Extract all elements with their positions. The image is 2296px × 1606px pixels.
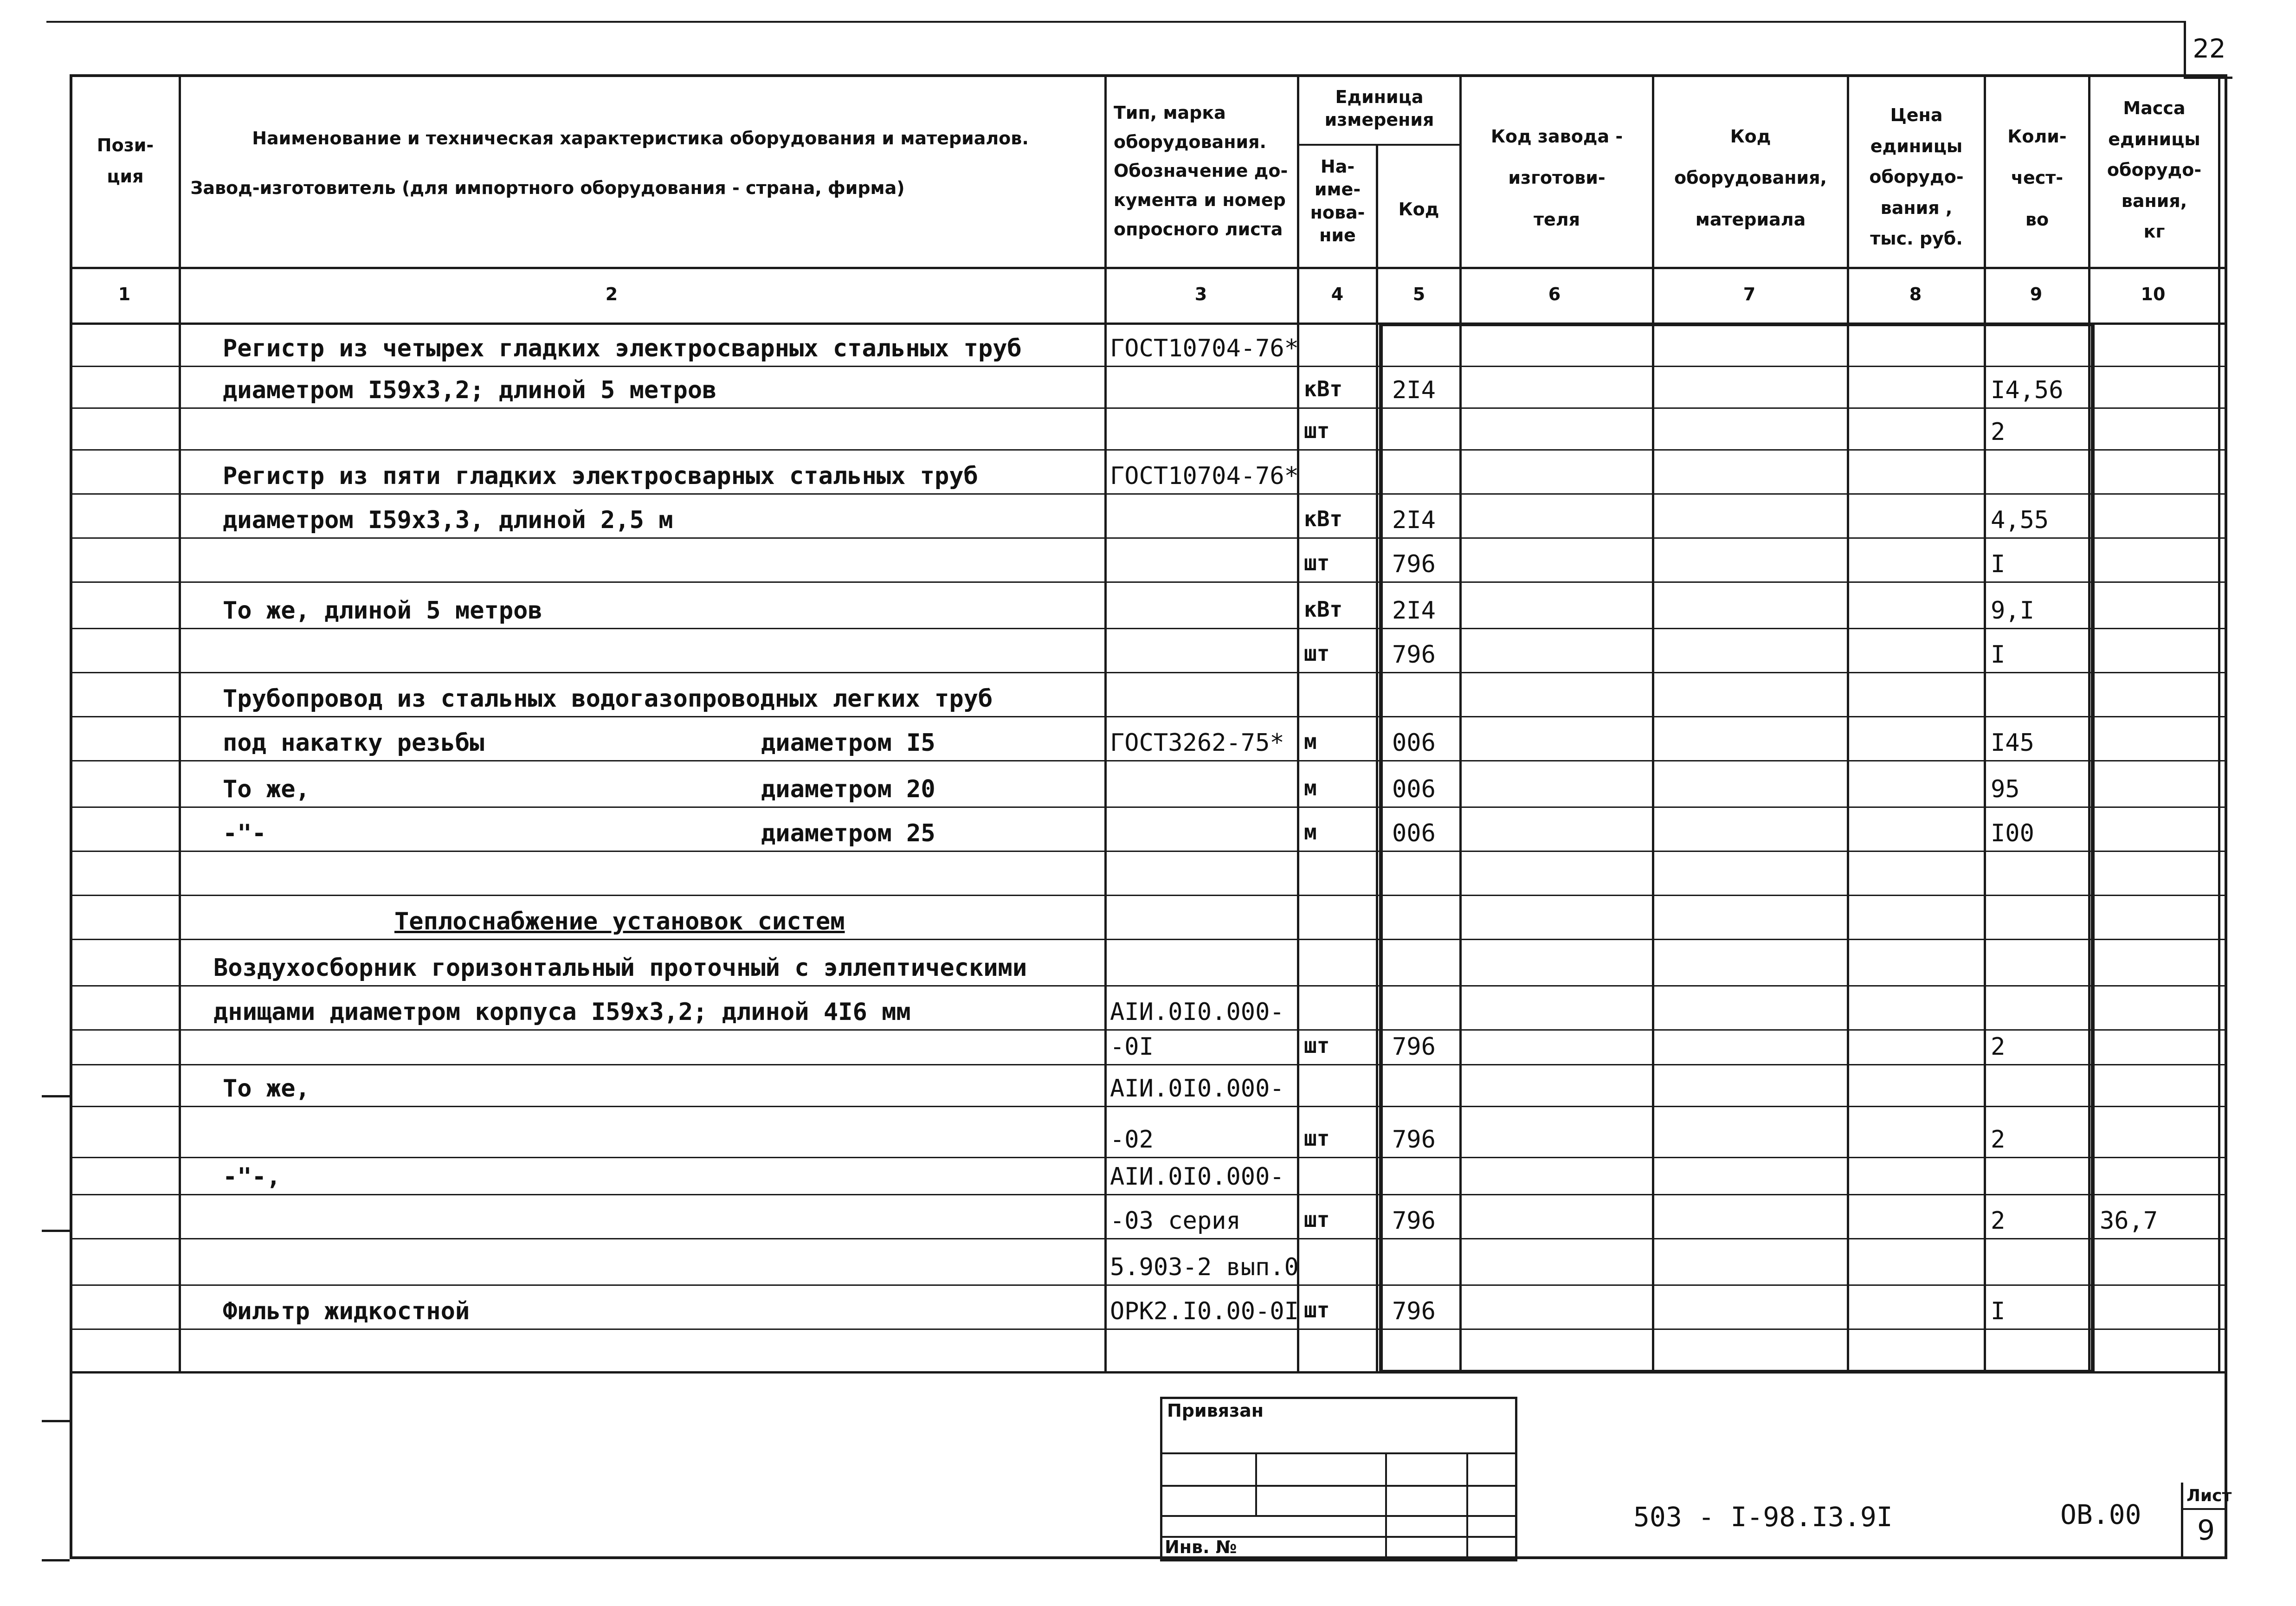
row-name: Фильтр жидкостной xyxy=(223,1297,470,1325)
col-divider xyxy=(1376,144,1378,1374)
row-code: 796 xyxy=(1392,1126,1436,1154)
sheet-box-line xyxy=(2181,1508,2227,1510)
row-doc: ГОСТ3262-75* xyxy=(1110,729,1284,757)
col-divider xyxy=(1297,74,1299,1374)
stamp-bound-label: Привязан xyxy=(1167,1400,1264,1421)
row-separator xyxy=(70,760,2227,761)
row-separator xyxy=(70,895,2227,896)
row-unit: шт xyxy=(1304,1126,1330,1151)
hdr-position: Пози- ция xyxy=(97,135,154,187)
row-name: диаметром I59x3,3, длиной 2,5 м xyxy=(223,506,673,534)
row-qty: 2 xyxy=(1991,1033,2006,1061)
row-name: диаметром I59x3,2; длиной 5 метров xyxy=(223,376,717,404)
row-separator xyxy=(70,806,2227,808)
colnum-5: 5 xyxy=(1412,284,1425,304)
sheet-number: 9 xyxy=(2197,1514,2215,1547)
row-unit: шт xyxy=(1304,1207,1330,1232)
row-separator xyxy=(70,493,2227,495)
page-number: 22 xyxy=(2193,34,2226,64)
row-separator xyxy=(70,1238,2227,1239)
row-name: То же, длиной 5 метров xyxy=(223,597,542,625)
row-separator xyxy=(70,1064,2227,1065)
row-separator xyxy=(70,537,2227,539)
row-unit: кВт xyxy=(1304,376,1343,401)
colnum-3: 3 xyxy=(1194,284,1207,304)
row-name: То же, xyxy=(223,1075,310,1103)
row-unit: шт xyxy=(1304,550,1330,575)
thick-divider xyxy=(1379,322,1383,1374)
row-code: 796 xyxy=(1392,1033,1436,1061)
colnum-4: 4 xyxy=(1331,284,1344,304)
stamp-line xyxy=(1160,1485,1517,1487)
row-name: То же, xyxy=(223,775,310,803)
row-separator xyxy=(70,366,2227,367)
row-name: Воздухосборник горизонтальный проточный с эллептическими xyxy=(213,954,1027,982)
colnum-6: 6 xyxy=(1548,284,1561,304)
row-doc: ГОСТ10704-76* xyxy=(1110,335,1299,362)
row-name: Регистр из четырех гладких электросварных стальных труб xyxy=(223,335,1022,362)
row-unit: м xyxy=(1304,729,1317,754)
margin-mark xyxy=(42,1230,70,1232)
stamp-line xyxy=(1255,1452,1257,1515)
drawing-mark: ОВ.00 xyxy=(2060,1499,2141,1530)
row-unit: кВт xyxy=(1304,506,1343,531)
hdr-factory-code: Код завода - изготови- теля xyxy=(1490,126,1623,230)
row-name: Регистр из пяти гладких электросварных стальных труб xyxy=(223,462,978,490)
row-unit: м xyxy=(1304,775,1317,800)
row-separator xyxy=(70,581,2227,583)
row-unit: шт xyxy=(1304,641,1330,666)
row-separator xyxy=(70,1284,2227,1286)
row-doc: -0I xyxy=(1110,1033,1154,1061)
row-separator xyxy=(70,1194,2227,1195)
top-border-line xyxy=(46,21,2184,23)
unit-group-line xyxy=(1297,144,1462,146)
row-doc: -03 серия xyxy=(1110,1207,1241,1235)
hdr-unit-code: Код xyxy=(1398,199,1439,219)
row-qty: I xyxy=(1991,550,2006,578)
page-number-box xyxy=(2184,21,2232,79)
row-separator xyxy=(70,985,2227,987)
row-code: 006 xyxy=(1392,819,1436,847)
stamp-inv-label: Инв. № xyxy=(1165,1537,1237,1557)
hdr-name-2: Завод-изготовитель (для импортного оборудования - страна, фирма) xyxy=(190,178,905,198)
col-divider xyxy=(1459,74,1462,1374)
row-unit: шт xyxy=(1304,418,1330,443)
hdr-name-1: Наименование и техническая характеристика оборудования и материалов. xyxy=(252,128,1029,148)
row-doc: ГОСТ10704-76* xyxy=(1110,462,1299,490)
stamp-line xyxy=(1466,1452,1468,1559)
row-unit: м xyxy=(1304,819,1317,845)
col-divider xyxy=(1984,74,1986,1374)
row-separator xyxy=(70,1157,2227,1158)
row-code: 006 xyxy=(1392,729,1436,757)
hdr-quantity: Коли- чест- во xyxy=(2007,126,2067,230)
col-divider xyxy=(2088,74,2090,1374)
sheet-label: Лист xyxy=(2186,1486,2232,1505)
row-name: под накатку резьбы xyxy=(223,729,484,757)
row-name: -"-, xyxy=(223,1163,281,1191)
colnum-1: 1 xyxy=(118,284,131,304)
row-qty: I xyxy=(1991,641,2006,669)
colnum-7: 7 xyxy=(1743,284,1756,304)
row-separator xyxy=(70,628,2227,629)
table-bottom-line xyxy=(70,1371,2227,1374)
row-separator xyxy=(70,851,2227,852)
row-name-diameter: диаметром I5 xyxy=(761,729,935,757)
row-doc: -02 xyxy=(1110,1126,1154,1154)
row-name: Трубопровод из стальных водогазопроводных легких труб xyxy=(223,685,993,713)
hdr-unit-name: На- име- нова- ние xyxy=(1310,156,1365,246)
margin-mark xyxy=(42,1420,70,1422)
hdr-unit-group: Единица измерения xyxy=(1324,87,1434,130)
row-name: днищами диаметром корпуса I59x3,2; длиной 4I6 мм xyxy=(213,998,911,1026)
stamp-line xyxy=(1385,1452,1387,1559)
row-name: Теплоснабжение установок систем xyxy=(394,908,845,935)
colnum-9: 9 xyxy=(2030,284,2043,304)
row-unit: шт xyxy=(1304,1297,1330,1322)
row-qty: 2 xyxy=(1991,1126,2006,1154)
colnum-8: 8 xyxy=(1909,284,1922,304)
row-qty: I00 xyxy=(1991,819,2034,847)
row-separator xyxy=(70,1029,2227,1031)
col-divider xyxy=(1104,74,1107,1374)
row-qty: I xyxy=(1991,1297,2006,1325)
row-separator xyxy=(70,1329,2227,1330)
colnum-bottom-line xyxy=(70,322,2227,325)
row-separator xyxy=(70,1106,2227,1107)
colnum-2: 2 xyxy=(605,284,618,304)
row-qty: 2 xyxy=(1991,1207,2006,1235)
header-bottom-line xyxy=(70,267,2227,269)
row-unit: шт xyxy=(1304,1033,1330,1058)
stamp-line xyxy=(1160,1515,1517,1517)
hdr-type: Тип, марка оборудования. Обозначение до- кумента и номер опросного листа xyxy=(1114,103,1288,239)
row-qty: 9,I xyxy=(1991,597,2034,625)
row-separator xyxy=(70,407,2227,409)
row-qty: 95 xyxy=(1991,775,2020,803)
row-qty: I4,56 xyxy=(1991,376,2064,404)
row-separator xyxy=(70,716,2227,717)
row-code: 796 xyxy=(1392,1297,1436,1325)
row-doc: АIИ.0I0.000- xyxy=(1110,998,1284,1026)
row-name: -"- xyxy=(223,819,266,847)
row-qty: 2 xyxy=(1991,418,2006,446)
row-separator xyxy=(70,672,2227,673)
row-code: 006 xyxy=(1392,775,1436,803)
col-divider xyxy=(2218,74,2220,1374)
margin-mark xyxy=(42,1095,70,1097)
row-code: 796 xyxy=(1392,550,1436,578)
row-code: 2I4 xyxy=(1392,597,1436,625)
col-divider xyxy=(1847,74,1849,1374)
col-divider xyxy=(1652,74,1654,1374)
row-qty: 4,55 xyxy=(1991,506,2049,534)
drawing-designation: 503 - I-98.I3.9I xyxy=(1633,1501,1893,1533)
row-qty: I45 xyxy=(1991,729,2034,757)
row-unit: кВт xyxy=(1304,597,1343,622)
stamp-line xyxy=(1160,1452,1517,1454)
thick-divider xyxy=(2091,322,2095,1374)
row-doc: АIИ.0I0.000- xyxy=(1110,1163,1284,1191)
row-code: 2I4 xyxy=(1392,506,1436,534)
row-separator xyxy=(70,939,2227,940)
hdr-mass: Масса единицы оборудо- вания, кг xyxy=(2107,98,2202,242)
row-doc: ОРК2.I0.00-0I xyxy=(1110,1297,1299,1325)
row-doc: 5.903-2 вып.0 xyxy=(1110,1253,1299,1281)
colnum-10: 10 xyxy=(2141,284,2166,304)
row-name-diameter: диаметром 25 xyxy=(761,819,935,847)
margin-mark xyxy=(42,1559,70,1561)
hdr-price: Цена единицы оборудо- вания , тыс. руб. xyxy=(1869,105,1964,249)
col-divider xyxy=(179,74,181,1374)
row-name-diameter: диаметром 20 xyxy=(761,775,935,803)
hdr-equipment-code: Код оборудования, материала xyxy=(1674,126,1827,230)
row-doc: АIИ.0I0.000- xyxy=(1110,1075,1284,1103)
row-separator xyxy=(70,449,2227,451)
row-code: 796 xyxy=(1392,1207,1436,1235)
row-code: 796 xyxy=(1392,641,1436,669)
row-code: 2I4 xyxy=(1392,376,1436,404)
row-mass: 36,7 xyxy=(2100,1207,2158,1235)
